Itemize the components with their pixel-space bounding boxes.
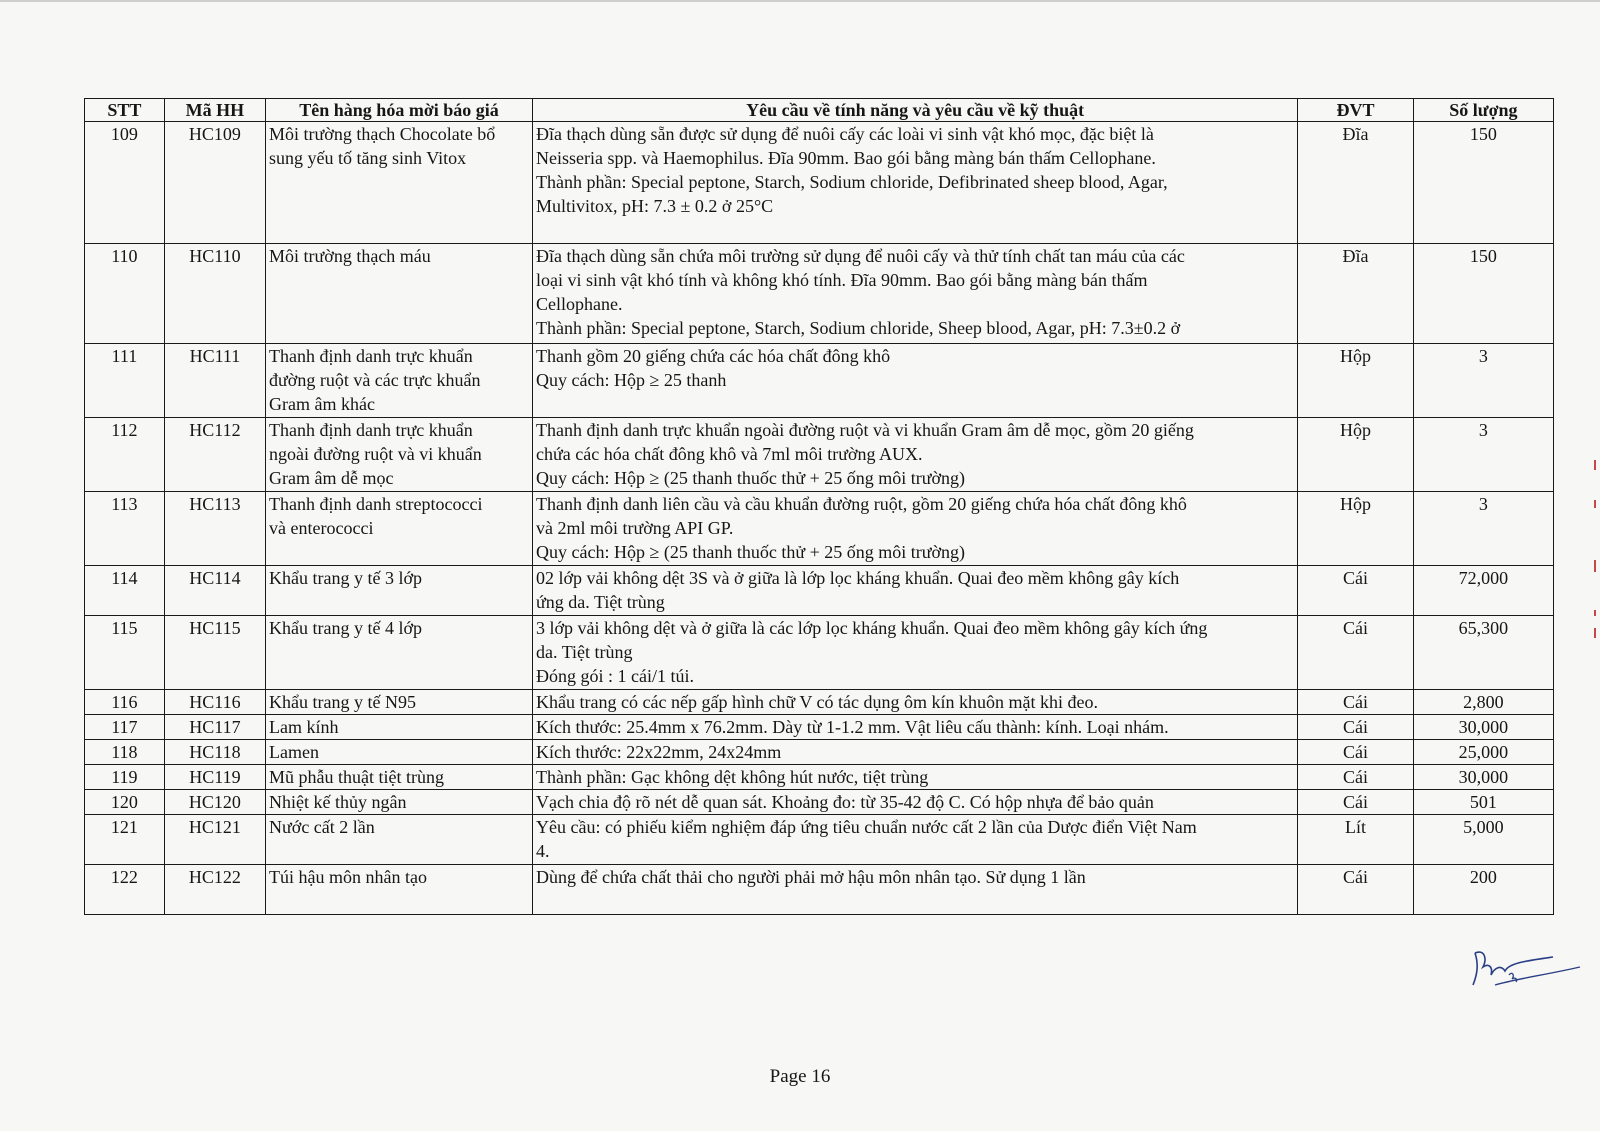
cell-name bbox=[266, 765, 533, 790]
cell-stt: 122 bbox=[85, 865, 165, 915]
spec-line: Vạch chia độ rõ nét dễ quan sát. Khoảng đo: từ 35-42 độ C. Có hộp nhựa để bảo quản bbox=[536, 792, 1154, 812]
cell-stt: 113 bbox=[85, 492, 165, 566]
name-line: Khẩu trang y tế 3 lớp bbox=[269, 568, 423, 588]
cell-name bbox=[266, 344, 533, 418]
spec-line: và 2ml môi trường API GP. bbox=[536, 518, 734, 538]
cell-stt: 110 bbox=[85, 244, 165, 344]
header-spec: Yêu cầu về tính năng và yêu cầu về kỹ thuật bbox=[533, 99, 1298, 122]
cell-unit: Lít bbox=[1298, 815, 1414, 865]
name-line: Môi trường thạch máu bbox=[269, 246, 431, 266]
cell-quantity: 30,000 bbox=[1413, 765, 1553, 790]
spec-line: Thanh gồm 20 giếng chứa các hóa chất đông khô bbox=[536, 346, 891, 366]
name-line: Gram âm khác bbox=[269, 394, 375, 414]
spec-line: Cellophane. bbox=[536, 294, 623, 314]
cell-code: HC112 bbox=[164, 418, 265, 492]
table-row bbox=[85, 715, 1554, 740]
cell-quantity: 3 bbox=[1413, 492, 1553, 566]
cell-code: HC122 bbox=[164, 865, 265, 915]
name-line: Túi hậu môn nhân tạo bbox=[269, 867, 428, 887]
cell-stt: 114 bbox=[85, 566, 165, 616]
cell-unit: Cái bbox=[1298, 690, 1414, 715]
cell-stt: 109 bbox=[85, 122, 165, 244]
cell-code: HC111 bbox=[164, 344, 265, 418]
cell-name bbox=[266, 690, 533, 715]
cell-name bbox=[266, 616, 533, 690]
table-row bbox=[85, 740, 1554, 765]
cell-quantity: 150 bbox=[1413, 122, 1553, 244]
spec-line: Đĩa thạch dùng sẵn chứa môi trường sử dụng để nuôi cấy và thử tính chất tan máu của các bbox=[536, 246, 1185, 266]
cell-stt: 119 bbox=[85, 765, 165, 790]
spec-line: Quy cách: Hộp ≥ (25 thanh thuốc thử + 25 ống môi trường) bbox=[536, 542, 966, 562]
table-row bbox=[85, 765, 1554, 790]
cell-name bbox=[266, 865, 533, 915]
cell-quantity: 200 bbox=[1413, 865, 1553, 915]
cell-spec bbox=[533, 418, 1298, 492]
cell-unit: Đĩa bbox=[1298, 122, 1414, 244]
name-line: sung yếu tố tăng sinh Vitox bbox=[269, 148, 467, 168]
spec-line: Quy cách: Hộp ≥ (25 thanh thuốc thử + 25 ống môi trường) bbox=[536, 468, 966, 488]
table-row bbox=[85, 344, 1554, 418]
cell-unit: Cái bbox=[1298, 790, 1414, 815]
cell-unit: Cái bbox=[1298, 566, 1414, 616]
cell-stt: 117 bbox=[85, 715, 165, 740]
cell-spec bbox=[533, 815, 1298, 865]
cell-code: HC115 bbox=[164, 616, 265, 690]
table-row bbox=[85, 122, 1554, 244]
cell-name bbox=[266, 566, 533, 616]
cell-stt: 121 bbox=[85, 815, 165, 865]
cell-code: HC116 bbox=[164, 690, 265, 715]
cell-stt: 120 bbox=[85, 790, 165, 815]
cell-stt: 118 bbox=[85, 740, 165, 765]
margin-marks bbox=[1590, 460, 1600, 660]
cell-quantity: 65,300 bbox=[1413, 616, 1553, 690]
name-line: Thanh định danh trực khuẩn bbox=[269, 420, 473, 440]
table-row bbox=[85, 865, 1554, 915]
handwritten-signature bbox=[1465, 945, 1585, 995]
name-line: Thanh định danh trực khuẩn bbox=[269, 346, 473, 366]
spec-line: Thành phần: Special peptone, Starch, Sodium chloride, Sheep blood, Agar, pH: 7.3±0.2 ở bbox=[536, 318, 1181, 338]
cell-spec bbox=[533, 244, 1298, 344]
page-number: Page 16 bbox=[769, 1066, 831, 1087]
cell-code: HC117 bbox=[164, 715, 265, 740]
cell-name bbox=[266, 740, 533, 765]
header-stt: STT bbox=[85, 99, 165, 122]
cell-spec bbox=[533, 765, 1298, 790]
cell-name bbox=[266, 815, 533, 865]
top-edge-line bbox=[0, 0, 1600, 2]
spec-line: Đĩa thạch dùng sẵn được sử dụng để nuôi cấy các loài vi sinh vật khó mọc, đặc biệt là bbox=[536, 124, 1154, 144]
spec-line: Dùng để chứa chất thải cho người phải mở hậu môn nhân tạo. Sử dụng 1 lần bbox=[536, 867, 1086, 887]
cell-name bbox=[266, 715, 533, 740]
cell-unit: Hộp bbox=[1298, 492, 1414, 566]
name-line: Thanh định danh streptococci bbox=[269, 494, 483, 514]
cell-name bbox=[266, 244, 533, 344]
cell-name bbox=[266, 790, 533, 815]
cell-code: HC113 bbox=[164, 492, 265, 566]
spec-line: Thành phần: Gạc không dệt không hút nước, tiệt trùng bbox=[536, 767, 929, 787]
spec-line: Thành phần: Special peptone, Starch, Sodium chloride, Defibrinated sheep blood, Agar, bbox=[536, 172, 1168, 192]
cell-code: HC110 bbox=[164, 244, 265, 344]
cell-name bbox=[266, 122, 533, 244]
spec-line: Yêu cầu: có phiếu kiểm nghiệm đáp ứng tiêu chuẩn nước cất 2 lần của Dược điển Việt Nam bbox=[536, 817, 1197, 837]
name-line: Khẩu trang y tế 4 lớp bbox=[269, 618, 423, 638]
cell-spec bbox=[533, 344, 1298, 418]
name-line: Lamen bbox=[269, 742, 320, 762]
table-row bbox=[85, 690, 1554, 715]
cell-spec bbox=[533, 715, 1298, 740]
cell-unit: Hộp bbox=[1298, 418, 1414, 492]
spec-line: chứa các hóa chất đông khô và 7ml môi trường AUX. bbox=[536, 444, 923, 464]
cell-stt: 111 bbox=[85, 344, 165, 418]
cell-code: HC121 bbox=[164, 815, 265, 865]
cell-quantity: 2,800 bbox=[1413, 690, 1553, 715]
cell-quantity: 150 bbox=[1413, 244, 1553, 344]
cell-code: HC120 bbox=[164, 790, 265, 815]
spec-line: 3 lớp vải không dệt và ở giữa là các lớp lọc kháng khuẩn. Quai đeo mềm không gây kích ứng bbox=[536, 618, 1208, 638]
name-line: Khẩu trang y tế N95 bbox=[269, 692, 417, 712]
cell-spec bbox=[533, 122, 1298, 244]
cell-quantity: 5,000 bbox=[1413, 815, 1553, 865]
cell-spec bbox=[533, 492, 1298, 566]
name-line: Nước cất 2 lần bbox=[269, 817, 375, 837]
spec-line: Khẩu trang có các nếp gấp hình chữ V có tác dụng ôm kín khuôn mặt khi đeo. bbox=[536, 692, 1098, 712]
cell-name bbox=[266, 418, 533, 492]
cell-unit: Cái bbox=[1298, 740, 1414, 765]
cell-spec bbox=[533, 790, 1298, 815]
name-line: Lam kính bbox=[269, 717, 339, 737]
spec-line: Thanh định danh trực khuẩn ngoài đường ruột và vi khuẩn Gram âm dễ mọc, gồm 20 giếng bbox=[536, 420, 1194, 440]
quotation-table bbox=[84, 98, 1554, 915]
cell-unit: Đĩa bbox=[1298, 244, 1414, 344]
spec-line: Quy cách: Hộp ≥ 25 thanh bbox=[536, 370, 727, 390]
spec-line: Đóng gói : 1 cái/1 túi. bbox=[536, 666, 695, 686]
cell-quantity: 72,000 bbox=[1413, 566, 1553, 616]
table-row bbox=[85, 616, 1554, 690]
table-row bbox=[85, 492, 1554, 566]
table-row bbox=[85, 418, 1554, 492]
table-body bbox=[85, 122, 1554, 915]
spec-line: Thanh định danh liên cầu và cầu khuẩn đường ruột, gồm 20 giếng chứa hóa chất đông khô bbox=[536, 494, 1187, 514]
header-code: Mã HH bbox=[164, 99, 265, 122]
table-row bbox=[85, 815, 1554, 865]
table-row bbox=[85, 790, 1554, 815]
cell-unit: Hộp bbox=[1298, 344, 1414, 418]
cell-stt: 115 bbox=[85, 616, 165, 690]
name-line: Nhiệt kế thủy ngân bbox=[269, 792, 407, 812]
name-line: và enterococci bbox=[269, 518, 374, 538]
cell-unit: Cái bbox=[1298, 715, 1414, 740]
spec-line: Kích thước: 22x22mm, 24x24mm bbox=[536, 742, 782, 762]
cell-unit: Cái bbox=[1298, 865, 1414, 915]
table-header-row bbox=[85, 99, 1554, 122]
spec-line: ứng da. Tiệt trùng bbox=[536, 592, 665, 612]
spec-line: 02 lớp vải không dệt 3S và ở giữa là lớp lọc kháng khuẩn. Quai đeo mềm không gây kích bbox=[536, 568, 1180, 588]
cell-unit: Cái bbox=[1298, 765, 1414, 790]
cell-spec bbox=[533, 690, 1298, 715]
cell-code: HC118 bbox=[164, 740, 265, 765]
cell-name bbox=[266, 492, 533, 566]
cell-stt: 112 bbox=[85, 418, 165, 492]
cell-quantity: 501 bbox=[1413, 790, 1553, 815]
cell-spec bbox=[533, 616, 1298, 690]
cell-spec bbox=[533, 740, 1298, 765]
name-line: ngoài đường ruột và vi khuẩn bbox=[269, 444, 482, 464]
spec-line: Kích thước: 25.4mm x 76.2mm. Dày từ 1-1.2 mm. Vật liêu cấu thành: kính. Loại nhám. bbox=[536, 717, 1169, 737]
cell-quantity: 3 bbox=[1413, 344, 1553, 418]
cell-code: HC114 bbox=[164, 566, 265, 616]
cell-code: HC109 bbox=[164, 122, 265, 244]
cell-stt: 116 bbox=[85, 690, 165, 715]
spec-line: Multivitox, pH: 7.3 ± 0.2 ở 25°C bbox=[536, 196, 774, 216]
table-row bbox=[85, 244, 1554, 344]
spec-line: Neisseria spp. và Haemophilus. Đĩa 90mm. Bao gói bằng màng bán thấm Cellophane. bbox=[536, 148, 1156, 168]
header-quantity: Số lượng bbox=[1413, 99, 1553, 122]
name-line: Gram âm dễ mọc bbox=[269, 468, 394, 488]
spec-line: 4. bbox=[536, 841, 550, 861]
name-line: Mũ phẫu thuật tiệt trùng bbox=[269, 767, 445, 787]
table-row bbox=[85, 566, 1554, 616]
cell-spec bbox=[533, 865, 1298, 915]
name-line: Môi trường thạch Chocolate bổ bbox=[269, 124, 496, 144]
spec-line: loại vi sinh vật khó tính và không khó tính. Đĩa 90mm. Bao gói bằng màng bán thấm bbox=[536, 270, 1148, 290]
header-unit: ĐVT bbox=[1298, 99, 1414, 122]
cell-spec bbox=[533, 566, 1298, 616]
name-line: đường ruột và các trực khuẩn bbox=[269, 370, 481, 390]
cell-quantity: 3 bbox=[1413, 418, 1553, 492]
cell-unit: Cái bbox=[1298, 616, 1414, 690]
cell-quantity: 25,000 bbox=[1413, 740, 1553, 765]
spec-line: da. Tiệt trùng bbox=[536, 642, 633, 662]
header-name: Tên hàng hóa mời báo giá bbox=[266, 99, 533, 122]
cell-quantity: 30,000 bbox=[1413, 715, 1553, 740]
cell-code: HC119 bbox=[164, 765, 265, 790]
